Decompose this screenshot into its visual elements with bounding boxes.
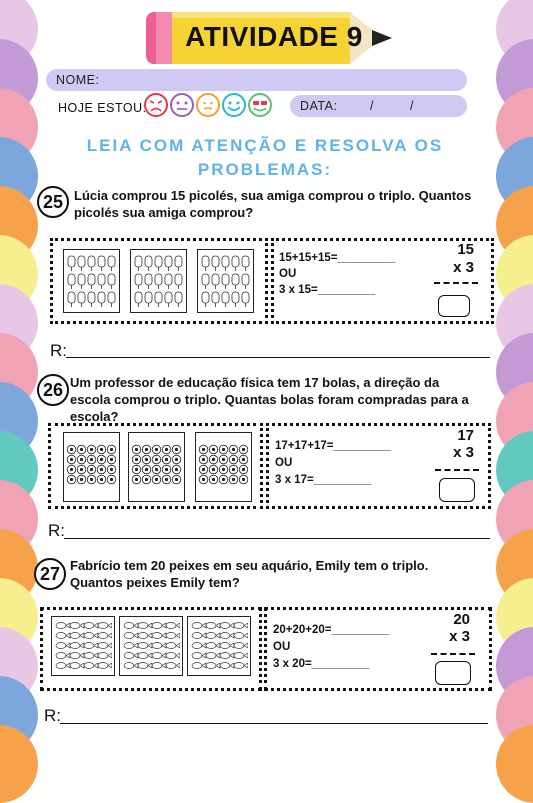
fish-icon (152, 623, 166, 629)
sum-expression: 17+17+17=_________ (275, 440, 392, 452)
fish-icon (84, 633, 98, 639)
popsicle-icon (78, 292, 85, 307)
ball-grid (64, 433, 119, 504)
result-box[interactable] (439, 478, 475, 502)
fish-icon (234, 663, 248, 669)
soccer-ball-icon (229, 455, 238, 464)
soccer-ball-icon (199, 455, 208, 464)
soccer-ball-icon (239, 445, 248, 454)
soccer-ball-icon (132, 465, 141, 474)
fish-icon (234, 653, 248, 659)
soccer-ball-icon (152, 455, 161, 464)
fish-icon (84, 663, 98, 669)
group-panel (63, 249, 120, 313)
soccer-ball-icon (219, 475, 228, 484)
soccer-ball-icon (77, 455, 86, 464)
fish-icon (206, 633, 220, 639)
fish-icon (220, 653, 234, 659)
popsicle-icon (202, 292, 209, 307)
popsicle-icon (98, 256, 105, 271)
fish-icon (152, 643, 166, 649)
fish-icon (138, 643, 152, 649)
soccer-ball-icon (132, 455, 141, 464)
fish-icon (166, 653, 180, 659)
soccer-ball-icon (67, 455, 76, 464)
fish-icon (166, 633, 180, 639)
problem-number: 26 (37, 374, 69, 406)
soccer-ball-icon (107, 475, 116, 484)
fish-icon (152, 663, 166, 669)
fish-icon (220, 623, 234, 629)
popsicle-icon (108, 292, 115, 307)
soccer-ball-icon (162, 475, 171, 484)
soccer-ball-icon (87, 465, 96, 474)
problem-text (70, 374, 515, 425)
fish-icon (98, 623, 112, 629)
popsicle-icon (165, 292, 172, 307)
popsicle-icon (155, 292, 162, 307)
soccer-ball-icon (142, 445, 151, 454)
soccer-ball-icon (239, 475, 248, 484)
popsicle-icon (68, 274, 75, 289)
popsicle-icon (135, 292, 142, 307)
fish-icon (70, 643, 84, 649)
ball-grid (196, 433, 251, 504)
decor-circle (0, 725, 38, 803)
fish-icon (138, 623, 152, 629)
fish-icon (192, 653, 206, 659)
fish-icon (138, 663, 152, 669)
group-panel (119, 616, 183, 676)
fish-icon (98, 643, 112, 649)
fish-icon (192, 643, 206, 649)
fish-icon (206, 623, 220, 629)
fish-icon (84, 623, 98, 629)
answer-line[interactable] (60, 723, 488, 724)
soccer-ball-icon (77, 445, 86, 454)
result-line (434, 282, 478, 284)
group-panel (63, 432, 120, 502)
popsicle-icon (135, 274, 142, 289)
soccer-ball-icon (97, 475, 106, 484)
group-panel (51, 616, 115, 676)
fish-icon (56, 643, 70, 649)
product-expression: 3 x 20=_________ (273, 658, 370, 670)
soccer-ball-icon (67, 475, 76, 484)
soccer-ball-icon (209, 445, 218, 454)
soccer-ball-icon (152, 465, 161, 474)
result-line (435, 469, 479, 471)
popsicle-icon (68, 256, 75, 271)
icon-grid (131, 250, 191, 316)
icon-grid (64, 433, 124, 499)
answer-line[interactable] (64, 538, 490, 539)
name-label: NOME: (56, 73, 100, 87)
fish-icon (152, 653, 166, 659)
date-separator: / (370, 99, 374, 113)
soccer-ball-icon (219, 445, 228, 454)
fish-grid (188, 617, 250, 688)
fish-icon (70, 633, 84, 639)
fish-icon (98, 633, 112, 639)
popsicle-icon (232, 256, 239, 271)
popsicle-icon (175, 256, 182, 271)
soccer-ball-icon (142, 475, 151, 484)
popsicle-grid (198, 250, 253, 321)
multiplicand: 17 (457, 427, 474, 444)
fish-icon (124, 643, 138, 649)
soccer-ball-icon (67, 445, 76, 454)
soccer-ball-icon (172, 465, 181, 474)
popsicle-icon (165, 256, 172, 271)
popsicle-icon (78, 256, 85, 271)
soccer-ball-icon (162, 445, 171, 454)
decor-circle (496, 725, 533, 803)
popsicle-icon (212, 274, 219, 289)
soccer-ball-icon (87, 455, 96, 464)
popsicle-icon (145, 274, 152, 289)
fish-icon (56, 623, 70, 629)
popsicle-icon (212, 256, 219, 271)
soccer-ball-icon (209, 475, 218, 484)
date-label: DATA: (300, 99, 338, 113)
items-box (50, 238, 268, 324)
fish-icon (70, 653, 84, 659)
soccer-ball-icon (209, 455, 218, 464)
product-expression: 3 x 17=_________ (275, 474, 372, 486)
icon-grid (129, 433, 189, 499)
soccer-ball-icon (162, 455, 171, 464)
problem-text-line: picolés sua amiga comprou? (74, 205, 254, 220)
fish-icon (138, 633, 152, 639)
popsicle-icon (232, 292, 239, 307)
multiplicand: 15 (457, 241, 474, 258)
fish-icon (166, 623, 180, 629)
popsicle-icon (155, 256, 162, 271)
instruction-line-1: LEIA COM ATENÇÃO E RESOLVA OS (86, 136, 444, 155)
sad-face-icon[interactable] (145, 94, 167, 116)
or-label: OU (279, 268, 297, 280)
fish-icon (234, 643, 248, 649)
popsicle-icon (202, 256, 209, 271)
popsicle-icon (222, 274, 229, 289)
popsicle-icon (68, 292, 75, 307)
soccer-ball-icon (67, 465, 76, 474)
product-expression: 3 x 15=_________ (279, 284, 376, 296)
result-box[interactable] (438, 295, 470, 317)
soccer-ball-icon (239, 455, 248, 464)
name-field[interactable] (46, 69, 467, 91)
soccer-ball-icon (107, 465, 116, 474)
icon-grid (188, 617, 248, 683)
fish-icon (220, 643, 234, 649)
answer-label: R: (50, 341, 67, 360)
fish-icon (152, 633, 166, 639)
soccer-ball-icon (199, 475, 208, 484)
fish-icon (124, 663, 138, 669)
fish-icon (124, 653, 138, 659)
popsicle-icon (135, 256, 142, 271)
popsicle-icon (222, 256, 229, 271)
neutral-face-icon[interactable] (171, 94, 193, 116)
calculation-box (266, 423, 491, 509)
items-box (48, 423, 263, 509)
fish-icon (70, 663, 84, 669)
fish-icon (206, 653, 220, 659)
soccer-ball-icon (97, 455, 106, 464)
popsicle-icon (88, 274, 95, 289)
group-panel (197, 249, 254, 313)
fish-icon (84, 653, 98, 659)
popsicle-grid (131, 250, 186, 321)
fish-icon (220, 633, 234, 639)
problem-text-line: escola? (70, 409, 119, 424)
mood-faces (143, 92, 273, 118)
soccer-ball-icon (142, 455, 151, 464)
popsicle-icon (242, 274, 249, 289)
group-panel (195, 432, 252, 502)
fish-icon (84, 643, 98, 649)
answer-line[interactable] (66, 357, 490, 358)
popsicle-icon (242, 256, 249, 271)
popsicle-icon (232, 274, 239, 289)
soccer-ball-icon (229, 465, 238, 474)
soccer-ball-icon (87, 445, 96, 454)
mood-label: HOJE ESTOU: (58, 101, 147, 115)
popsicle-icon (78, 274, 85, 289)
problem-text-line: escola comprou o triplo. Quantas bolas foram compradas para a (70, 392, 469, 407)
ball-grid (129, 433, 184, 504)
soccer-ball-icon (97, 445, 106, 454)
popsicle-icon (98, 274, 105, 289)
or-label: OU (273, 641, 291, 653)
calculation-box (271, 238, 494, 324)
soccer-ball-icon (87, 475, 96, 484)
popsicle-icon (175, 274, 182, 289)
fish-icon (166, 643, 180, 649)
soccer-ball-icon (172, 475, 181, 484)
fish-icon (124, 623, 138, 629)
sum-expression: 20+20+20=_________ (273, 624, 390, 636)
popsicle-icon (98, 292, 105, 307)
result-line (431, 653, 475, 655)
fish-icon (56, 663, 70, 669)
fish-icon (206, 663, 220, 669)
fish-icon (124, 633, 138, 639)
multiplier: x 3 (449, 628, 470, 645)
fish-icon (56, 633, 70, 639)
or-label: OU (275, 457, 293, 469)
calculation-box (264, 607, 492, 691)
sum-expression: 15+15+15=_________ (279, 252, 396, 264)
popsicle-icon (222, 292, 229, 307)
soccer-ball-icon (172, 455, 181, 464)
soccer-ball-icon (229, 445, 238, 454)
fish-icon (98, 653, 112, 659)
soccer-ball-icon (107, 445, 116, 454)
popsicle-icon (212, 292, 219, 307)
soccer-ball-icon (142, 465, 151, 474)
problem-text-line: Quantos peixes Emily tem? (70, 575, 240, 590)
soccer-ball-icon (162, 465, 171, 474)
problem-text (70, 557, 515, 591)
multiplier: x 3 (453, 259, 474, 276)
soccer-ball-icon (239, 465, 248, 474)
fish-icon (206, 643, 220, 649)
page-title: ATIVIDADE 9 (185, 21, 363, 52)
problem-text (74, 187, 514, 221)
soccer-ball-icon (209, 465, 218, 474)
soccer-ball-icon (152, 475, 161, 484)
fish-grid (120, 617, 182, 688)
soccer-ball-icon (107, 455, 116, 464)
fish-icon (234, 633, 248, 639)
sleepy-face-icon[interactable] (197, 94, 219, 116)
icon-grid (64, 250, 124, 316)
multiplier: x 3 (453, 444, 474, 461)
popsicle-icon (108, 274, 115, 289)
soccer-ball-icon (97, 465, 106, 474)
fish-icon (220, 663, 234, 669)
popsicle-icon (145, 256, 152, 271)
instruction-line-2: PROBLEMAS: (197, 160, 333, 179)
popsicle-icon (155, 274, 162, 289)
icon-grid (198, 250, 258, 316)
icon-grid (120, 617, 180, 683)
problem-text-line: Lúcia comprou 15 picolés, sua amiga comprou o triplo. Quantos (74, 188, 472, 203)
date-field[interactable] (290, 95, 467, 117)
popsicle-icon (88, 256, 95, 271)
fish-icon (234, 623, 248, 629)
fish-icon (192, 623, 206, 629)
result-box[interactable] (435, 661, 471, 685)
answer-label: R: (44, 706, 61, 725)
fish-icon (138, 653, 152, 659)
problem-text-line: Um professor de educação física tem 17 bolas, a direção da (70, 375, 440, 390)
popsicle-icon (242, 292, 249, 307)
happy-face-icon[interactable] (223, 94, 245, 116)
soccer-ball-icon (77, 465, 86, 474)
group-panel (130, 249, 187, 313)
soccer-ball-icon (132, 475, 141, 484)
popsicle-icon (175, 292, 182, 307)
fish-icon (70, 623, 84, 629)
icon-grid (52, 617, 112, 683)
group-panel (128, 432, 185, 502)
soccer-ball-icon (199, 465, 208, 474)
fish-icon (192, 633, 206, 639)
soccer-ball-icon (152, 445, 161, 454)
cool-face-icon[interactable] (249, 94, 271, 116)
group-panel (187, 616, 251, 676)
soccer-ball-icon (132, 445, 141, 454)
answer-label: R: (48, 521, 65, 540)
items-box (40, 607, 262, 691)
popsicle-icon (108, 256, 115, 271)
fish-icon (98, 663, 112, 669)
problem-number: 27 (34, 558, 66, 590)
icon-grid (196, 433, 256, 499)
soccer-ball-icon (219, 455, 228, 464)
multiplicand: 20 (453, 611, 470, 628)
fish-grid (52, 617, 114, 688)
fish-icon (166, 663, 180, 669)
soccer-ball-icon (219, 465, 228, 474)
soccer-ball-icon (172, 445, 181, 454)
problem-text-line: Fabrício tem 20 peixes em seu aquário, Emily tem o triplo. (70, 558, 429, 573)
soccer-ball-icon (199, 445, 208, 454)
soccer-ball-icon (77, 475, 86, 484)
popsicle-icon (165, 274, 172, 289)
fish-icon (56, 653, 70, 659)
popsicle-icon (88, 292, 95, 307)
fish-icon (192, 663, 206, 669)
soccer-ball-icon (229, 475, 238, 484)
popsicle-grid (64, 250, 119, 321)
problem-number: 25 (37, 186, 69, 218)
popsicle-icon (145, 292, 152, 307)
date-separator: / (410, 99, 414, 113)
popsicle-icon (202, 274, 209, 289)
